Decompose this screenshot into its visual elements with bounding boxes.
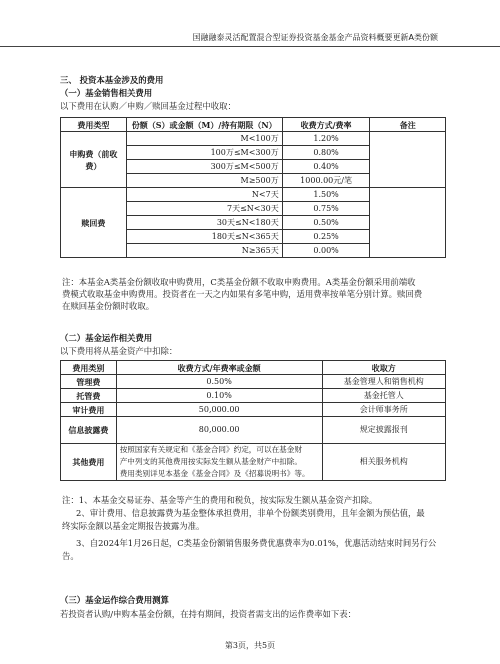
subsection-title-comprehensive: （三）基金运作综合费用测算 — [60, 595, 169, 605]
rate-cell: 0.75% — [282, 202, 370, 216]
table-header-row — [61, 361, 446, 375]
sales-note-line: 注：本基金A类基金份额收取申购费用，C类基金份额不收取申购费用。A类基金份额采用前端收 — [62, 277, 416, 287]
header-cell: 份额（S）或金额（M）/持有期限（N） — [126, 118, 282, 132]
page-header — [0, 30, 500, 47]
tier-cell: M<100万 — [126, 132, 282, 146]
header-cell: 收费方式/年费率或金额 — [116, 361, 322, 375]
fee-payee: 基金托管人 — [322, 389, 445, 403]
fee-amount: 80,000.00 — [116, 417, 322, 444]
fee-payee: 会计师事务所 — [322, 403, 445, 417]
sales-note-line: 在赎回基金份额时收取。 — [62, 301, 155, 311]
ops-fee-table — [60, 360, 446, 481]
ops-note-line: 告。 — [62, 551, 79, 561]
fee-desc-line: 产中列支的其他费用按实际发生额从基金财产中扣除。 — [119, 457, 302, 466]
fee-type-subscribe: 申购费（前收费） — [61, 132, 127, 188]
subsection-title-ops: （二）基金运作相关费用 — [60, 333, 153, 343]
fee-category: 审计费用 — [61, 403, 117, 417]
fee-amount: 0.50% — [116, 375, 322, 389]
header-cell: 费用类别 — [61, 361, 117, 375]
rate-cell: 0.80% — [282, 146, 370, 160]
tier-cell: M≥500万 — [126, 174, 282, 188]
tier-cell: 300万≤M<500万 — [126, 160, 282, 174]
comprehensive-intro: 若投资者认购/申购本基金份额，在持有期间，投资者需支出的运作费率如下表： — [60, 609, 356, 619]
rate-cell: 1.50% — [282, 188, 370, 202]
header-cell: 收费方式/费率 — [282, 118, 370, 132]
remark-cell — [370, 132, 446, 188]
ops-note-line: 终实际金额以基金定期报告披露为准。 — [62, 521, 205, 531]
fee-payee: 相关服务机构 — [322, 444, 445, 481]
tier-cell: 30天≤N<180天 — [126, 216, 282, 230]
ops-note-line: 3、自2024年1月26日起，C类基金份额销售服务费优惠费率为0.01%，优惠活动结束时间另行公 — [76, 538, 437, 548]
subsection-title-sales: （一）基金销售相关费用 — [60, 88, 153, 98]
fee-amount: 0.10% — [116, 389, 322, 403]
sales-intro: 以下费用在认购／申购／赎回基金过程中收取： — [60, 101, 236, 111]
fee-type-redeem: 赎回费 — [61, 188, 127, 258]
rate-cell: 0.25% — [282, 230, 370, 244]
tier-cell: 100万≤M<300万 — [126, 146, 282, 160]
rate-cell: 0.40% — [282, 160, 370, 174]
remark-cell — [370, 188, 446, 258]
fee-desc-line: 按照国家有关规定和《基金合同》约定，可以在基金财 — [119, 445, 302, 454]
rate-cell: 1000.00元/笔 — [282, 174, 370, 188]
tier-cell: 7天≤N<30天 — [126, 202, 282, 216]
tier-cell: N≥365天 — [126, 244, 282, 258]
header-title: 国融融泰灵活配置混合型证券投资基金基金产品资料概要更新A类份额 — [192, 33, 438, 42]
table-row — [61, 403, 446, 417]
table-row — [61, 389, 446, 403]
fee-desc-line: 费用类别详见本基金《基金合同》及《招募说明书》等。 — [119, 469, 310, 478]
tier-cell: N<7天 — [126, 188, 282, 202]
rate-cell: 0.50% — [282, 216, 370, 230]
header-cell: 备注 — [370, 118, 446, 132]
table-row — [61, 375, 446, 389]
header-cell: 费用类型 — [61, 118, 127, 132]
fee-category: 管理费 — [61, 375, 117, 389]
header-cell: 收取方 — [322, 361, 445, 375]
table-row — [61, 132, 446, 146]
ops-note-line: 注：1、本基金交易证券、基金等产生的费用和税负，按实际发生额从基金资产扣除。 — [62, 495, 378, 505]
rate-cell: 1.20% — [282, 132, 370, 146]
table-header-row — [61, 118, 446, 132]
tier-cell: 180天≤N<365天 — [126, 230, 282, 244]
fee-payee: 基金管理人和销售机构 — [322, 375, 445, 389]
ops-intro: 以下费用将从基金资产中扣除： — [60, 346, 178, 356]
fee-category: 其他费用 — [61, 444, 117, 481]
rate-cell: 0.00% — [282, 244, 370, 258]
sales-note-line: 费模式收取基金申购费用。投资者在一天之内如果有多笔申购，适用费率按单笔分别计算。赎回费 — [62, 289, 423, 299]
sales-fee-table — [60, 117, 446, 258]
section-title: 三、 投资本基金涉及的费用 — [60, 75, 164, 85]
table-row — [61, 417, 446, 444]
table-row — [61, 444, 446, 481]
fee-category: 托管费 — [61, 389, 117, 403]
fee-category: 信息披露费 — [61, 417, 117, 444]
fee-desc-cell — [116, 444, 322, 481]
ops-note-line: 2、审计费用、信息披露费为基金整体承担费用，非单个份额类别费用，且年金额为预估值，最 — [76, 508, 425, 518]
fee-payee: 规定披露报刊 — [322, 417, 445, 444]
table-row — [61, 188, 446, 202]
page-number: 第3页，共5页 — [224, 641, 276, 650]
fee-amount: 50,000.00 — [116, 403, 322, 417]
